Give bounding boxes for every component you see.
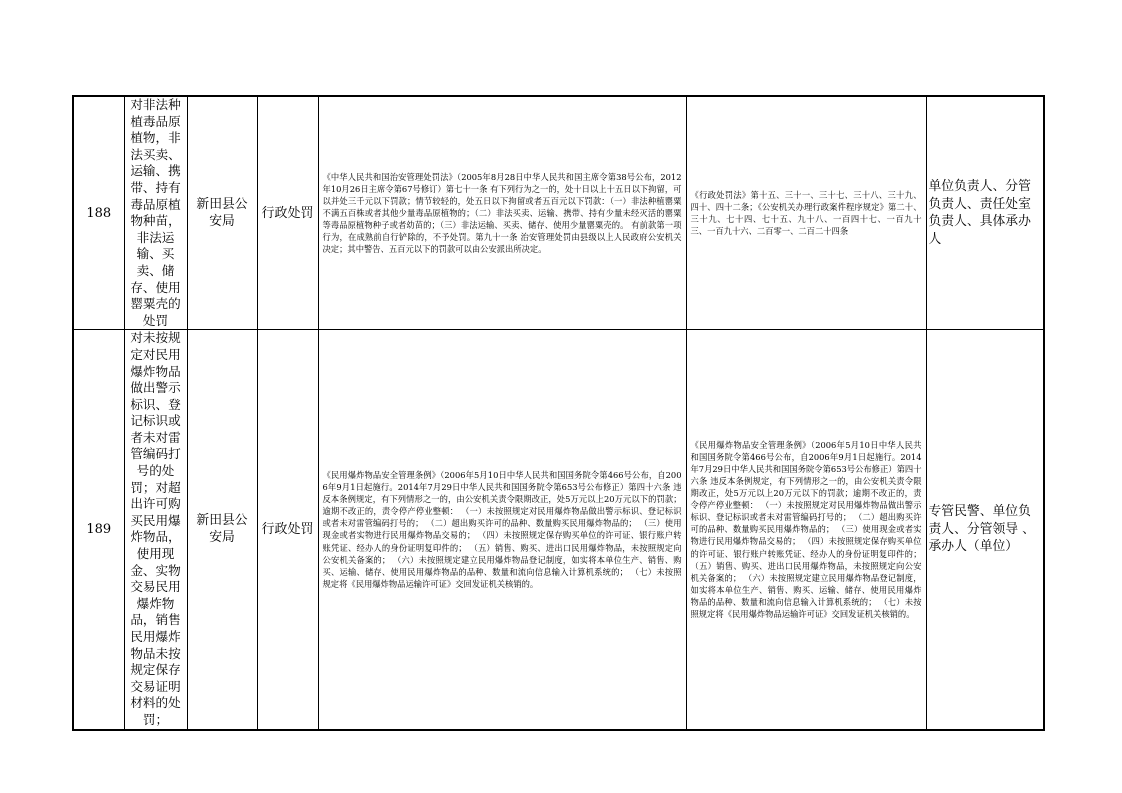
table-row: [73, 330, 1044, 730]
penalty-table: [72, 95, 1045, 731]
row-number: 189: [86, 521, 112, 537]
type-cell: [257, 330, 318, 730]
procedure-cell: [686, 330, 926, 730]
responsible-cell: [926, 330, 1044, 730]
power-type: 行政处罚: [261, 521, 314, 537]
procedure-basis: 《行政处罚法》第十五、三十一、三十七、三十八、三十九、四十、四十二条；《公安机关办理行政案件程序规定》第二十、三十九、七十四、七十五、九十八、一百四十七、一百九十三、一百九十六、二百零一、二百二十四条: [690, 189, 922, 237]
item-name: 对未按规定对民用爆炸物品做出警示标识、登记标识或者未对雷管编码打号的处罚；对超出许可购买民用爆炸物品，使用现金、实物交易民用爆炸物品，销售民用爆炸物品未按规定保存交易证明材料的处罚；: [130, 330, 181, 727]
row-number-cell: [73, 96, 124, 330]
item-name: 对非法种植毒品原植物，非法买卖、运输、携带、持有毒品原植物种苗，非法运输、买卖、储存、使用罂粟壳的处罚: [130, 97, 181, 328]
legal-basis-cell: [318, 96, 686, 330]
type-cell: [257, 96, 318, 330]
legal-basis: 《民用爆炸物品安全管理条例》（2006年5月10日中华人民共和国国务院令第466号公布，自2006年9月1日起施行。2014年7月29日中华人民共和国国务院令第653号公布修正）第四十六条 违反本条例规定，有下列情形之一的，由公安机关责令限期改正，处5万元以上20万元以下的罚款；逾期不改正的，责令停产停业整顿： （一）未按照规定对民用爆炸物品做出警示标识、登记标识或者未对雷管编码打号的； （二）超出购买许可的品种、数量购买民用爆炸物品的； （三）使用现金或者实物进行民用爆炸物品交易的； （四）未按照规定保存购买单位的许可证、银行账户转账凭证、经办人的身份证明复印件的； （五）销售、购买、进出口民用爆炸物品，未按照规定向公安机关备案的； （六）未按照规定建立民用爆炸物品登记制度，如实将本单位生产、销售、购买、运输、储存、使用民用爆炸物品的品种、数量和流向信息输入计算机系统的； （七）未按照规定将《民用爆炸物品运输许可证》交回发证机关核销的。: [322, 469, 682, 589]
table-row: [73, 96, 1044, 330]
item-cell: [124, 330, 187, 730]
department-cell: [187, 96, 257, 330]
legal-basis: 《中华人民共和国治安管理处罚法》（2005年8月28日中华人民共和国主席令第38号公布，2012年10月26日主席令第67号修订）第七十一条 有下列行为之一的，处十日以上十五日以下拘留，可以并处三千元以下罚款；情节较轻的，处五日以下拘留或者五百元以下罚款：（一）非法种植罂粟不满五百株或者其他少量毒品原植物的；（二）非法买卖、运输、携带、持有少量未经灭活的罂粟等毒品原植物种子或者幼苗的；（三）非法运输、买卖、储存、使用少量罂粟壳的。 有前款第一项行为，在成熟前自行铲除的，不予处罚。第九十一条 治安管理处罚由县级以上人民政府公安机关决定；其中警告、五百元以下的罚款可以由公安派出所决定。: [322, 171, 682, 255]
item-cell: [124, 96, 187, 330]
department: 新田县公安局: [196, 513, 248, 546]
department: 新田县公安局: [196, 197, 248, 230]
responsible-cell: [926, 96, 1044, 330]
row-number-cell: [73, 330, 124, 730]
procedure-cell: [686, 96, 926, 330]
row-number: 188: [86, 205, 112, 221]
responsible-parties: 专管民警、单位负责人、分管领导 、承办人（单位）: [928, 504, 1035, 555]
department-cell: [187, 330, 257, 730]
responsible-parties: 单位负责人、分管负责人、责任处室负责人、具体承办人: [928, 179, 1031, 247]
procedure-basis: 《民用爆炸物品安全管理条例》（2006年5月10日中华人民共和国国务院令第466号公布，自2006年9月1日起施行。2014年7月29日中华人民共和国国务院令第653号公布修正）第四十六条 违反本条例规定，有下列情形之一的，由公安机关责令限期改正，处5万元以上20万元以下的罚款；逾期不改正的，责令停产停业整顿： （一）未按照规定对民用爆炸物品做出警示标识、登记标识或者未对雷管编码打号的； （二）超出购买许可的品种、数量购买民用爆炸物品的； （三）使用现金或者实物进行民用爆炸物品交易的； （四）未按照规定保存购买单位的许可证、银行账户转账凭证、经办人的身份证明复印件的； （五）销售、购买、进出口民用爆炸物品，未按照规定向公安机关备案的； （六）未按照规定建立民用爆炸物品登记制度，如实将本单位生产、销售、购买、运输、储存、使用民用爆炸物品的品种、数量和流向信息输入计算机系统的； （七）未按照规定将《民用爆炸物品运输许可证》交回发证机关核销的。: [690, 439, 922, 620]
legal-basis-cell: [318, 330, 686, 730]
power-type: 行政处罚: [261, 205, 314, 221]
